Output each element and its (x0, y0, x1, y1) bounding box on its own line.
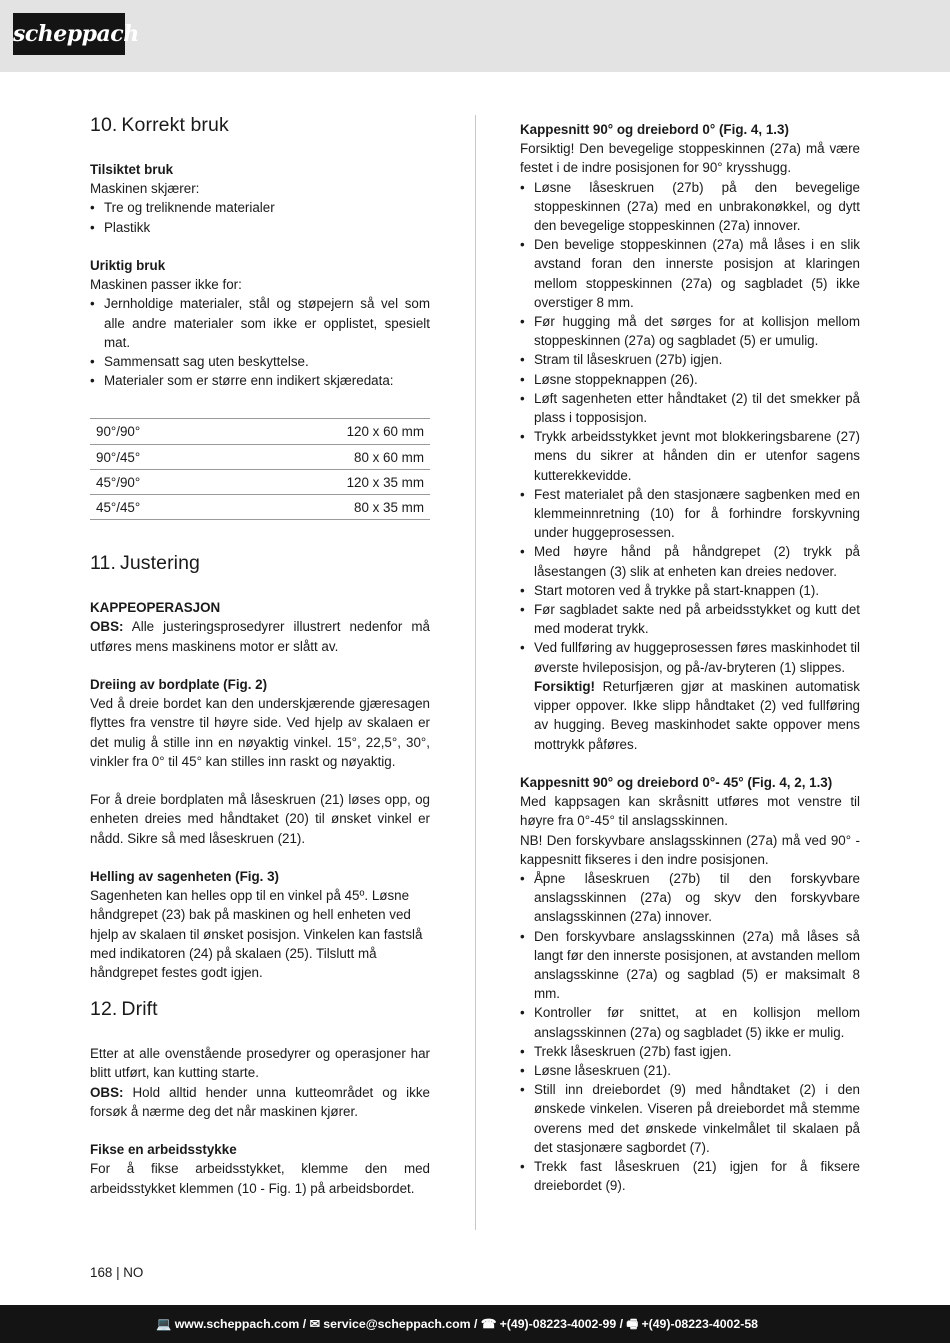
intended-use-heading: Tilsiktet bruk (90, 162, 174, 177)
dreiing-paragraph-2: For å dreie bordplaten må låseskruen (21) løses opp, og enheten dreies med håndtaket (20) til ønsket vinkel er nådd. Sikre så med låseskruen (21). (90, 792, 430, 846)
list-item: • Før sagbladet sakte ned på arbeidsstykket og kutt det med moderat trykk. (520, 600, 860, 638)
kappesnitt-2-heading: Kappesnitt 90° og dreiebord 0°- 45° (Fig. 4, 2, 1.3) (520, 774, 833, 790)
list-item: • Løsne låseskruen (27b) på den bevegelige stoppeskinnen (27a) med en unbrakonøkkel, og dytt den bevegelige stoppeskinnen (27a) innover. (520, 178, 860, 236)
table-row: 90°/90° 120 x 60 mm (90, 419, 430, 444)
wrong-use-list (90, 294, 430, 390)
list-item: • Tre og treliknende materialer (90, 198, 430, 217)
list-item: • Plastikk (90, 218, 430, 237)
kappesnitt-1-warning: Forsiktig! Returfjæren gjør at maskinen automatisk vipper oppover. Ikke slipp håndtaket (2) ved fullføring av hugging. Beveg maskinhodet sakte oppover mens mottrykk påføres. (534, 678, 860, 752)
section-11-title: 11. Justering (90, 552, 200, 575)
left-column (90, 112, 430, 1198)
section-10-title: 10. Korrekt bruk (90, 114, 229, 136)
table-row: 45°/90° 120 x 35 mm (90, 469, 430, 494)
table-row: 90°/45° 80 x 60 mm (90, 444, 430, 469)
list-item: • Fest materialet på den stasjonære sagbenken med en klemmeinnretning (10) for å forhindre forskyvning under huggeprosessen. (520, 485, 860, 543)
list-item: • Kontroller før snittet, at en kollisjon mellom anslagsskinnen (27a) og sagbladet (5) ikke er mulig. (520, 1003, 860, 1041)
drift-paragraph: Etter at alle ovenstående prosedyrer og operasjoner har blitt utført, kan kutting starte. (90, 1046, 430, 1081)
kappesnitt-2-list (520, 869, 860, 1195)
page-number: 168 | NO (90, 1265, 144, 1280)
list-item: • Den forskyvbare anslagsskinnen (27a) må låses så langt før den innerste posisjonen, at avstanden mellom anslagsskinne (27a) og sagblad (5) er maksimalt 8 mm. (520, 927, 860, 1004)
wrong-use-intro: Maskinen passer ikke for: (90, 277, 242, 293)
kappesnitt-1-intro: Forsiktig! Den bevegelige stoppeskinnen (27a) må være festet i de indre posisjonen for 90° krysshugg. (520, 141, 860, 176)
fikse-heading: Fikse en arbeidsstykke (90, 1142, 237, 1158)
intended-use-intro: Maskinen skjærer: (90, 181, 200, 197)
wrong-use-heading: Uriktig bruk (90, 258, 166, 273)
right-column (520, 120, 860, 1195)
kappesnitt-2-paragraph-1: Med kappsagen kan skråsnitt utføres mot venstre til høyre fra 0°-45° til anslagsskinnen. (520, 794, 860, 829)
footer-bar (0, 1305, 950, 1343)
intended-use-list (90, 198, 430, 236)
dreiing-paragraph-1: Ved å dreie bordet kan den underskjærende gjæresagen flyttes fra venstre til høyre side. Ved hjelp av skalaen er det mulig å stille inn en nøyaktig vinkel. 15°, 22,5°, 30°, vinkler fra 0° til 45° kan stilles inn raskt og nøyaktig. (90, 696, 430, 769)
list-item: • Ved fullføring av huggeprosessen føres maskinhodet til øverste hvileposisjon, og på-/av-bryteren (1) slippes. (520, 638, 860, 676)
kappesnitt-1-list (520, 178, 860, 677)
obs-note: OBS: Alle justeringsprosedyrer illustrert nedenfor må utføres mens maskinens motor er slått av. (90, 619, 430, 654)
obs-note-2: OBS: Hold alltid hender unna kutteområdet og ikke forsøk å nærme deg det når maskinen kjører. (90, 1084, 430, 1119)
column-divider (475, 115, 476, 1230)
list-item: • Før hugging må det sørges for at kollisjon mellom stoppeskinnen (27a) og sagbladet (5) er umulig. (520, 312, 860, 350)
list-item: • Løsne låseskruen (21). (520, 1061, 860, 1080)
fikse-paragraph: For å fikse arbeidsstykket, klemme den med arbeidsstykket klemmen (10 - Fig. 1) på arbeidsbordet. (90, 1161, 430, 1196)
list-item: • Stram til låseskruen (27b) igjen. (520, 350, 860, 369)
list-item: • Jernholdige materialer, stål og støpejern så vel som alle andre materialer som ikke er opplistet, spesielt mat. (90, 294, 430, 352)
list-item: • Trykk arbeidsstykket jevnt mot blokkeringsbarene (27) mens du sikrer at hånden din er utenfor sagens kutterekkevidde. (520, 427, 860, 485)
list-item: • Løft sagenheten etter håndtaket (2) til det smekker på plass i topposisjon. (520, 389, 860, 427)
dreiing-heading: Dreiing av bordplate (Fig. 2) (90, 677, 268, 693)
list-item: • Åpne låseskruen (27b) til den forskyvbare anslagsskinnen (27a) og skyv den forskyvbare anslagsskinnen (27a) innover. (520, 869, 860, 927)
helling-paragraph: Sagenheten kan helles opp til en vinkel på 45º. Løsne håndgrepet (23) bak på maskinen og hell enheten ved hjelp av skalaen til ønsket posisjon. Vinkelen kan fastslå med indikatoren (24) på skalaen (25). Tilslutt må håndgrepet festes godt igjen. (90, 888, 423, 981)
scheppach-logo: scheppach (13, 13, 125, 55)
list-item: • Løsne stoppeknappen (26). (520, 370, 860, 389)
list-item: • Start motoren ved å trykke på start-knappen (1). (520, 581, 860, 600)
list-item: • Med høyre hånd på håndgrepet (2) trykk på låsestangen (3) slik at enheten kan dreies nedover. (520, 542, 860, 580)
kappe-heading: KAPPEOPERASJON (90, 600, 221, 616)
list-item: • Den bevelige stoppeskinnen (27a) må låses i en slik avstand foran den innerste posisjon at klaringen mellom stoppeskinnen (27a) og sagbladet (5) ikke overstiger 8 mm. (520, 235, 860, 312)
helling-heading: Helling av sagenheten (Fig. 3) (90, 869, 279, 885)
footer-contact: 💻 www.scheppach.com / ✉ service@scheppach.com / ☎ +(49)-08223-4002-99 / 🖷 +(49)-08223-4002-58 (156, 1317, 759, 1331)
list-item: • Sammensatt sag uten beskyttelse. (90, 352, 430, 371)
cut-capacity-table (90, 418, 430, 520)
table-row: 45°/45° 80 x 35 mm (90, 495, 430, 520)
kappesnitt-2-paragraph-2: NB! Den forskyvbare anslagsskinnen (27a) må ved 90° - kappesnitt fikseres i den indre posisjonen. (520, 832, 860, 867)
list-item: • Trekk fast låseskruen (21) igjen for å fiksere dreiebordet (9). (520, 1157, 860, 1195)
kappesnitt-1-heading: Kappesnitt 90° og dreiebord 0° (Fig. 4, 1.3) (520, 122, 789, 137)
list-item: • Materialer som er større enn indikert skjæredata: (90, 371, 430, 390)
list-item: • Still inn dreiebordet (9) med håndtaket (2) i den ønskede vinkelen. Viseren på dreiebordet må stemme overens med det ønskede vinkelmålet til skalaen på det stasjonære sagbordet (7). (520, 1080, 860, 1157)
list-item: • Trekk låseskruen (27b) fast igjen. (520, 1042, 860, 1061)
section-12-title: 12. Drift (90, 998, 158, 1021)
header-bar (0, 0, 950, 72)
